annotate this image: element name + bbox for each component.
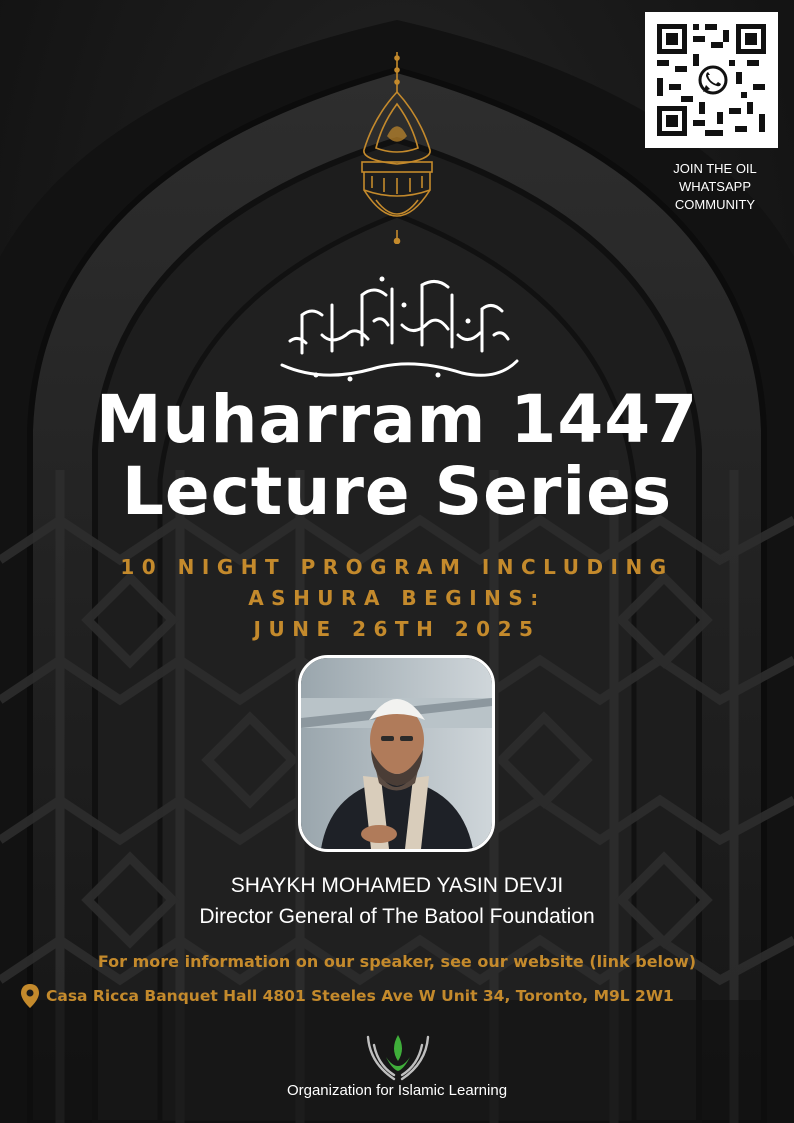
- venue-address: Casa Ricca Banquet Hall 4801 Steeles Ave W Unit 34, Toronto, M9L 2W1: [46, 987, 674, 1005]
- qr-caption-line2: WHATSAPP: [679, 179, 751, 194]
- whatsapp-qr-code[interactable]: [645, 12, 778, 148]
- title-line2: Lecture Series: [121, 453, 673, 530]
- program-line2: ASHURA BEGINS:: [248, 586, 546, 610]
- speaker-name: SHAYKH MOHAMED YASIN DEVJI: [230, 874, 564, 897]
- speaker-portrait: [301, 658, 492, 849]
- calligraphy-emblem: [262, 265, 532, 390]
- location-pin-icon: [20, 983, 40, 1009]
- lantern-ornament: [356, 52, 438, 244]
- organization-name: Organization for Islamic Learning: [286, 1082, 508, 1099]
- program-details: [0, 552, 794, 645]
- hands-flame-logo: [364, 1031, 432, 1085]
- title-line1: Muharram 1447: [95, 381, 699, 458]
- program-line1: 10 NIGHT PROGRAM INCLUDING: [120, 555, 674, 579]
- speaker-role: Director General of The Batool Foundation: [199, 905, 595, 928]
- event-title: [0, 381, 794, 530]
- qr-caption-line1: JOIN THE OIL: [673, 161, 757, 176]
- program-line3: JUNE 26TH 2025: [253, 617, 541, 641]
- qr-caption-line3: COMMUNITY: [674, 197, 756, 212]
- qr-caption: [640, 160, 790, 214]
- more-info-text: For more information on our speaker, see our website (link below): [97, 952, 697, 971]
- speaker-photo: [298, 655, 495, 852]
- venue-address-row: [20, 983, 780, 1009]
